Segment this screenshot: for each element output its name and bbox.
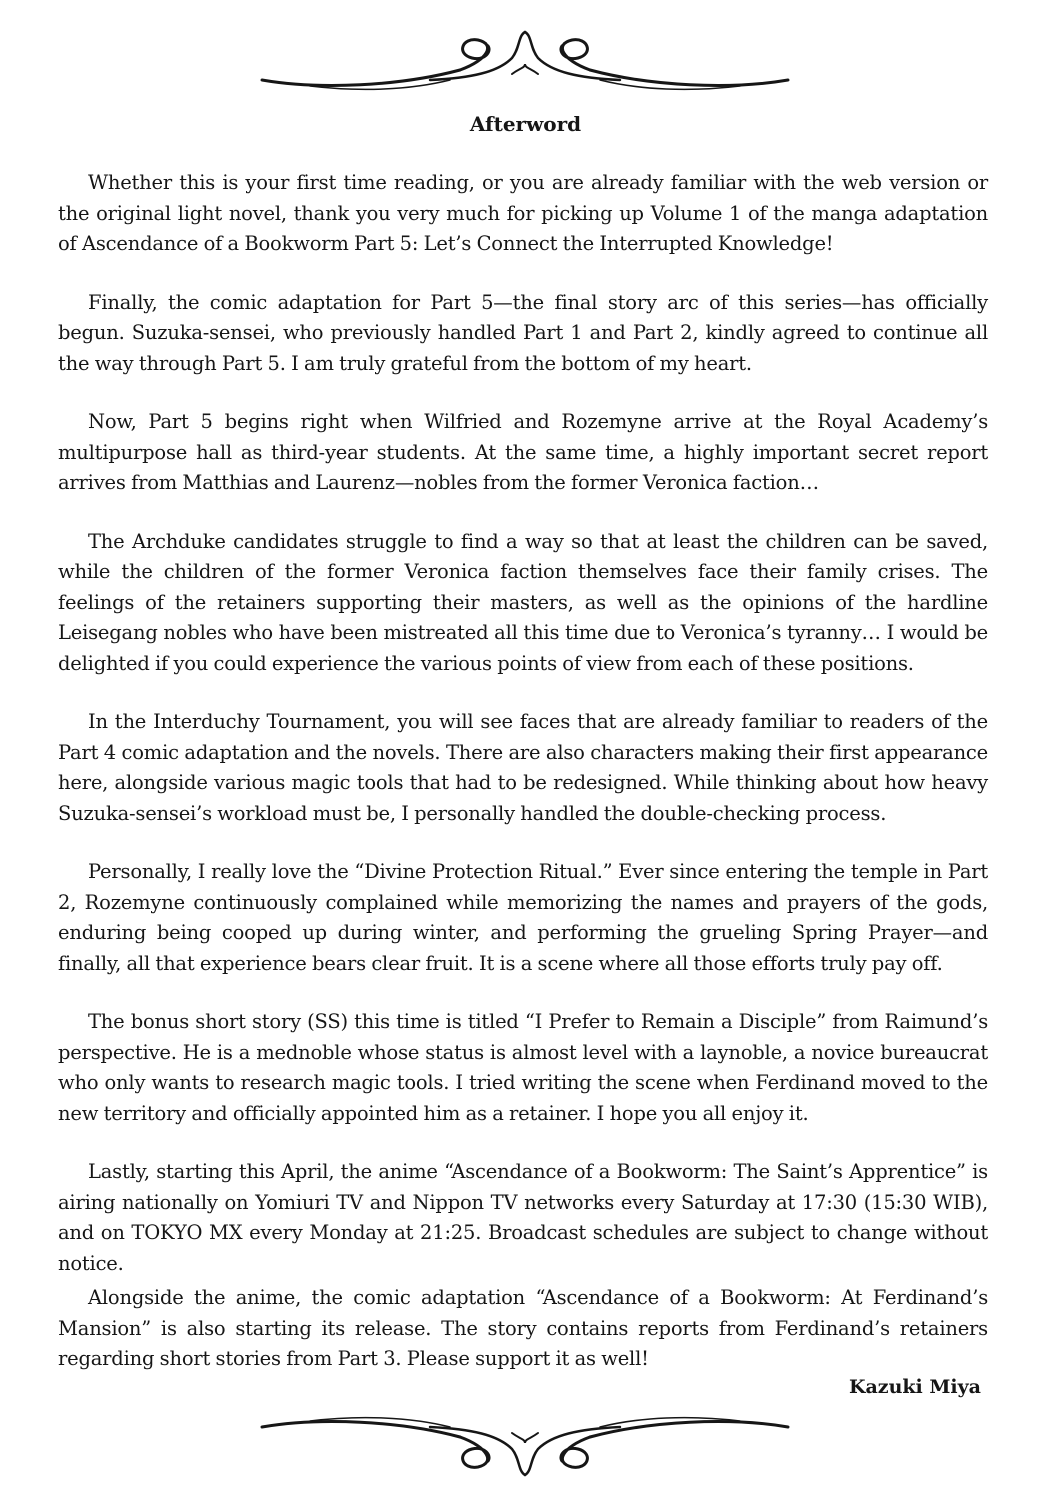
paragraph-7: The bonus short story (SS) this time is titled “I Prefer to Remain a Disciple” from Raimund’s perspective. He is a mednoble whose status is almost level with a laynoble, a novice bureaucrat who only wants to research magic tools. I tried writing the scene when Ferdinand moved to the new territory and officially appointed him as a retainer. I hope you all enjoy it. bbox=[58, 1010, 988, 1125]
paragraph-3: Now, Part 5 begins right when Wilfried and Rozemyne arrive at the Royal Academy’s multipurpose hall as third-year students. At the same time, a highly important secret report arrives from Matthias and Laurenz—nobles from the former Veronica faction… bbox=[58, 410, 988, 494]
paragraph-9: Alongside the anime, the comic adaptation “Ascendance of a Bookworm: At Ferdinand’s Mansion” is also starting its release. The story contains reports from Ferdinand’s retainers regarding short stories from Part 3. Please support it as well! bbox=[58, 1286, 988, 1370]
author-signature: Kazuki Miya bbox=[848, 1376, 981, 1398]
top-flourish-icon bbox=[250, 28, 800, 100]
paragraph-2: Finally, the comic adaptation for Part 5—the final story arc of this series—has officially begun. Suzuka-sensei, who previously handled Part 1 and Part 2, kindly agreed to continue all the way through Part 5. I am truly grateful from the bottom of my heart. bbox=[58, 290, 988, 375]
bottom-flourish-icon bbox=[250, 1405, 800, 1477]
page-title: Afterword bbox=[469, 112, 582, 136]
paragraph-5: In the Interduchy Tournament, you will see faces that are already familiar to readers of the Part 4 comic adaptation and the novels. There are also characters making their first appearance here, alongside various magic tools that had to be redesigned. While thinking about how heavy Suzuka-sensei’s workload must be, I personally handled the double-checking process. bbox=[58, 710, 988, 825]
paragraph-8: Lastly, starting this April, the anime “Ascendance of a Bookworm: The Saint’s Apprentice” is airing nationally on Yomiuri TV and Nippon TV networks every Saturday at 17:30 (15:30 WIB), and on TOKYO MX every Monday at 21:25. Broadcast schedules are subject to change without notice. bbox=[58, 1160, 988, 1275]
paragraph-1: Whether this is your first time reading, or you are already familiar with the web version or the original light novel, thank you very much for picking up Volume 1 of the manga adaptation of Ascendance of a Bookworm Part 5: Let’s Connect the Interrupted Knowledge! bbox=[58, 171, 988, 255]
afterword-body bbox=[58, 168, 988, 1375]
paragraph-6: Personally, I really love the “Divine Protection Ritual.” Ever since entering the temple in Part 2, Rozemyne continuously complained while memorizing the names and prayers of the gods, enduring being cooped up during winter, and performing the grueling Spring Prayer—and finally, all that experience bears clear fruit. It is a scene where all those efforts truly pay off. bbox=[58, 860, 988, 975]
paragraph-4: The Archduke candidates struggle to find a way so that at least the children can be saved, while the children of the former Veronica faction themselves face their family crises. The feelings of the retainers supporting their masters, as well as the opinions of the hardline Leisegang nobles who have been mistreated all this time due to Veronica’s tyranny… I would be delighted if you could experience the various points of view from each of these positions. bbox=[58, 529, 988, 675]
